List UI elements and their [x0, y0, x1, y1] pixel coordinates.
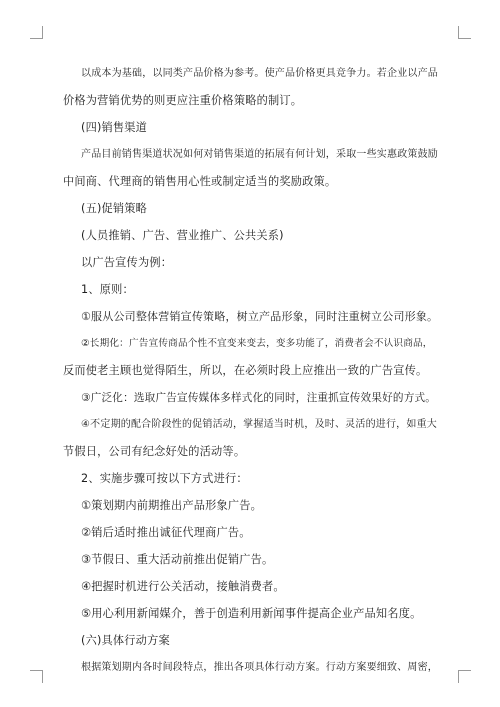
section-heading: (五)促销策略	[81, 202, 148, 215]
list-item: ⑤用心利用新闻媒介，善于创造利用新闻事件提高企业产品知名度。	[81, 607, 422, 620]
paragraph-line: 产品目前销售渠道状况如何对销售渠道的拓展有何计划，采取一些实惠政策鼓励	[81, 149, 438, 160]
list-item: ③节假日、重大活动前推出促销广告。	[81, 553, 274, 566]
paragraph-line: 以广告宣传为例：	[81, 256, 173, 269]
section-heading: (六)具体行动方案	[81, 634, 170, 647]
list-item: ④不定期的配合阶段性的促销活动，掌握适当时机，及时、灵活的进行，如重大	[81, 419, 437, 430]
list-item: ①策划期内前期推出产品形象广告。	[81, 499, 263, 512]
paragraph-line: (人员推销、广告、营业推广、公共关系)	[81, 229, 284, 242]
crop-mark-bottom-right	[458, 670, 471, 683]
list-item-continuation: 节假日，公司有纪念好处的活动等。	[63, 445, 246, 458]
list-item-continuation: 反而使老主顾也觉得陌生，所以，在必须时段上应推出一致的广告宣传。	[63, 364, 428, 377]
crop-mark-top-right	[458, 26, 471, 39]
list-item: ④把握时机进行公关活动，接触消费者。	[81, 580, 285, 593]
crop-mark-bottom-left	[30, 670, 43, 683]
subsection-heading: 2、实施步骤可按以下方式进行：	[81, 472, 248, 485]
section-heading: (四)销售渠道	[81, 121, 148, 134]
paragraph-line: 根据策划期内各时间段特点，推出各项具体行动方案。行动方案要细致、周密，	[81, 662, 438, 673]
subsection-heading: 1、原则：	[81, 283, 134, 296]
paragraph-line: 以成本为基础，以同类产品价格为参考。使产品价格更具竞争力。若企业以产品	[81, 68, 438, 79]
list-item: ②销后适时推出诚征代理商广告。	[81, 526, 251, 539]
paragraph-line: 中间商、代理商的销售用心性或制定适当的奖励政策。	[63, 175, 337, 188]
paragraph-line: 价格为营销优势的则更应注重价格策略的制订。	[63, 94, 303, 107]
crop-mark-top-left	[30, 26, 43, 39]
list-item: ③广泛化：选取广告宣传媒体多样式化的同时，注重抓宣传效果好的方式。	[81, 392, 437, 404]
list-item: ①服从公司整体营销宣传策略，树立产品形象，同时注重树立公司形象。	[81, 310, 439, 323]
list-item: ②长期化：广告宣传商品个性不宜变来变去，变多功能了，消费者会不认识商品，	[81, 338, 433, 349]
